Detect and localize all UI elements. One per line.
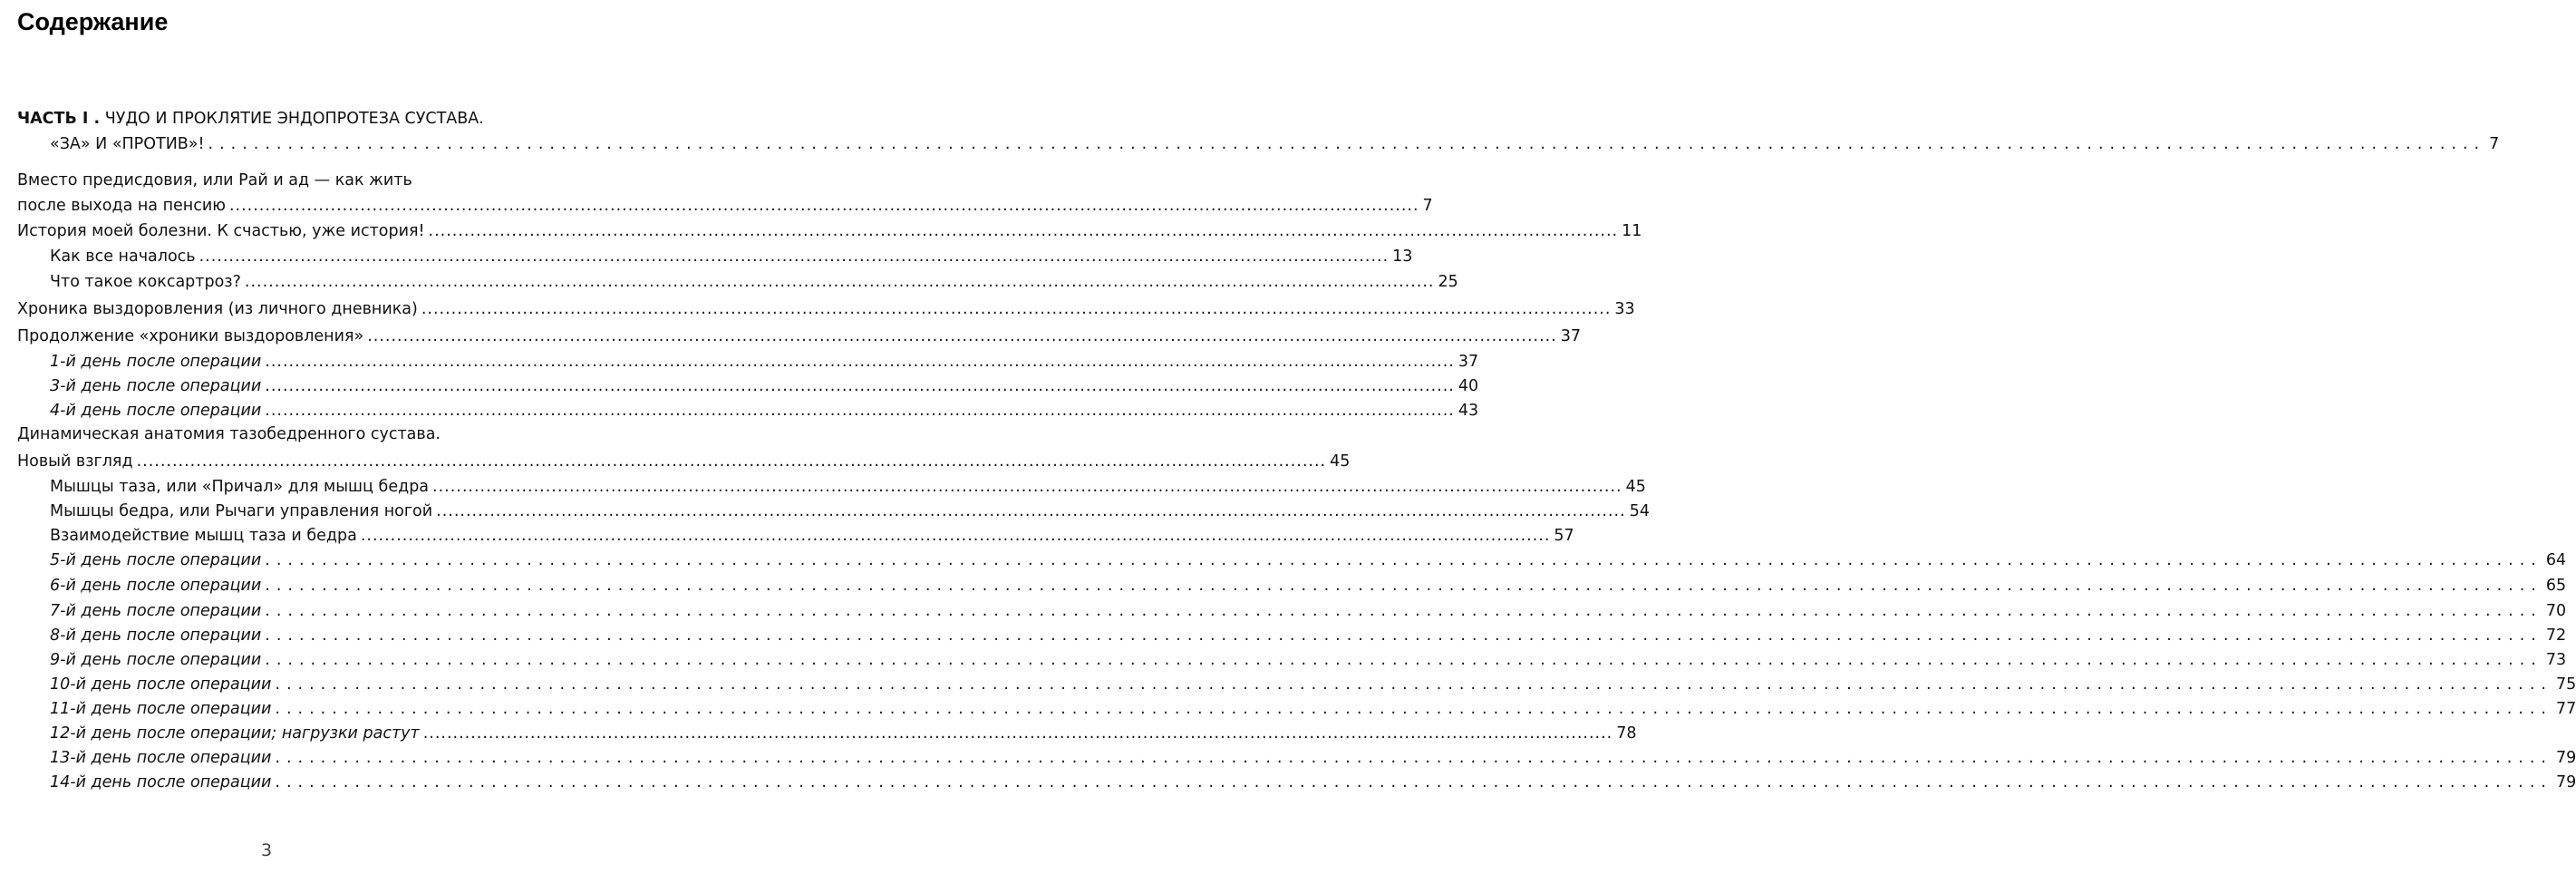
toc-entry xyxy=(50,350,1479,374)
toc-entry-text: Продолжение «хроники выздоровления» xyxy=(17,327,364,345)
toc-entry-text: Динамическая анатомия тазобедренного сустава. xyxy=(17,425,441,443)
toc-entry xyxy=(17,422,524,447)
toc-page-number: 57 xyxy=(1554,527,1574,545)
toc-entry xyxy=(50,746,2576,771)
toc-entry-text: ЧУДО И ПРОКЛЯТИЕ ЭНДОПРОТЕЗА СУСТАВА. xyxy=(100,110,484,128)
toc-entry xyxy=(17,169,524,193)
toc-entry xyxy=(50,624,2567,648)
toc-entry xyxy=(50,722,1637,746)
toc-leader-dots: ........................................................................................................................................................................................................ xyxy=(421,300,1612,318)
toc-page-number: 79 xyxy=(2555,749,2576,767)
toc-entry xyxy=(17,297,1635,322)
toc-page-number: 25 xyxy=(1438,273,1458,291)
toc-entry-text: после выхода на пенсию xyxy=(17,197,226,215)
toc-entry xyxy=(50,549,2567,573)
toc-entry-text: 4-й день после операции xyxy=(50,402,262,420)
toc-entry-text: 5-й день после операции xyxy=(50,551,262,569)
toc-leader-dots: ........................................................................................................................................................................................................ xyxy=(360,527,1551,545)
toc-page-number: 70 xyxy=(2545,602,2567,620)
toc-entry-text: Мышцы бедра, или Рычаги управления ногой xyxy=(50,502,433,520)
toc-page-number: 75 xyxy=(2555,675,2576,694)
toc-leader-dots: ........................................................................................................................................................................................................ xyxy=(228,197,1419,215)
toc-leader-dots: ........................................................................................................................................................................................................ xyxy=(265,551,2542,569)
toc-entry-text: 3-й день после операции xyxy=(50,377,262,395)
toc-leader-dots: ........................................................................................................................................................................................................ xyxy=(436,502,1626,520)
toc-entry xyxy=(17,325,1582,349)
toc-leader-dots: ........................................................................................................................................................................................................ xyxy=(208,135,2486,153)
toc-part-heading xyxy=(17,107,524,131)
toc-entry-text: Как все началось xyxy=(50,248,196,266)
toc-page-number: 45 xyxy=(1625,478,1646,496)
toc-leader-dots: ........................................................................................................................................................................................................ xyxy=(275,700,2552,718)
toc-page-number: 40 xyxy=(1457,377,1479,395)
toc-page-number: 37 xyxy=(1457,353,1479,371)
toc-entry-text: 6-й день после операции xyxy=(50,577,262,595)
toc-leader-dots: ........................................................................................................................................................................................................ xyxy=(265,626,2542,645)
toc-entry-text: 7-й день после операции xyxy=(50,602,262,620)
toc-entry xyxy=(50,374,1479,399)
toc-entry xyxy=(50,599,2567,624)
toc-entry-text: 10-й день после операции xyxy=(50,675,272,694)
toc-entry-text: Хроника выздоровления (из личного дневника) xyxy=(17,300,418,318)
toc-page-number: 43 xyxy=(1457,402,1479,420)
toc-entry xyxy=(17,194,1433,218)
toc-entry xyxy=(50,648,2567,673)
toc-leader-dots: ........................................................................................................................................................................................................ xyxy=(265,602,2542,620)
toc-page-number: 45 xyxy=(1330,452,1351,471)
toc-leader-dots: ........................................................................................................................................................................................................ xyxy=(265,651,2542,669)
toc-entry-text: 9-й день после операции xyxy=(50,651,262,669)
toc-entry xyxy=(50,399,1479,423)
toc-entry-text: 1-й день после операции xyxy=(50,353,262,371)
toc-entry xyxy=(50,132,2500,157)
toc-entry xyxy=(50,697,2576,722)
toc-entry xyxy=(50,475,1646,500)
page-number: 3 xyxy=(260,840,273,860)
toc-part-label: ЧАСТЬ I . xyxy=(17,110,101,128)
toc-page-number: 33 xyxy=(1614,300,1635,318)
toc-leader-dots: ........................................................................................................................................................................................................ xyxy=(265,402,1455,420)
toc-page-number: 7 xyxy=(2489,135,2500,153)
toc-entry-text: Мышцы таза, или «Причал» для мышц бедра xyxy=(50,478,430,496)
toc-entry-text: «ЗА» И «ПРОТИВ»! xyxy=(50,135,205,153)
toc-entry-text: Что такое коксартроз? xyxy=(50,273,241,291)
toc-entry xyxy=(50,771,2576,795)
toc-entry-text: 13-й день после операции xyxy=(50,749,272,767)
toc-entry xyxy=(17,450,1351,474)
toc-leader-dots: ........................................................................................................................................................................................................ xyxy=(265,377,1455,395)
toc-entry-text: Новый взгляд xyxy=(17,452,133,471)
toc-page-number: 79 xyxy=(2555,773,2576,791)
toc-entry xyxy=(50,673,2576,697)
toc-page-number: 65 xyxy=(2545,577,2567,595)
toc-leader-dots: ........................................................................................................................................................................................................ xyxy=(428,222,1619,240)
toc-page-number: 7 xyxy=(1422,197,1433,215)
toc-page-number: 64 xyxy=(2545,551,2567,569)
toc-leader-dots: ........................................................................................................................................................................................................ xyxy=(275,773,2552,791)
toc-entry-text: Взаимодействие мышц таза и бедра xyxy=(50,527,357,545)
toc-page-number: 13 xyxy=(1392,248,1413,266)
toc-entry-text: 12-й день после операции; нагрузки растут xyxy=(50,724,420,743)
toc-entry-text: 11-й день после операции xyxy=(50,700,272,718)
toc-page-number: 77 xyxy=(2555,700,2576,718)
toc-page-number: 37 xyxy=(1560,327,1582,345)
toc-leader-dots: ........................................................................................................................................................................................................ xyxy=(367,327,1557,345)
toc-leader-dots: ........................................................................................................................................................................................................ xyxy=(275,675,2552,694)
toc-page-number: 73 xyxy=(2545,651,2567,669)
toc-entry xyxy=(50,270,1458,295)
toc-leader-dots: ........................................................................................................................................................................................................ xyxy=(244,273,1435,291)
toc-leader-dots: ........................................................................................................................................................................................................ xyxy=(265,577,2542,595)
toc-leader-dots: ........................................................................................................................................................................................................ xyxy=(275,749,2552,767)
toc-page-number: 54 xyxy=(1629,502,1650,520)
toc-entry xyxy=(50,500,1650,524)
toc-leader-dots: ........................................................................................................................................................................................................ xyxy=(136,452,1327,471)
toc-page-number: 11 xyxy=(1622,222,1642,240)
toc-entry xyxy=(50,524,1574,549)
toc-entry xyxy=(17,219,1642,244)
toc-entry-text: 14-й день после операции xyxy=(50,773,272,791)
toc-leader-dots: ........................................................................................................................................................................................................ xyxy=(422,724,1613,743)
page-title: Содержание xyxy=(17,8,169,35)
toc-entry-text: 8-й день после операции xyxy=(50,626,262,645)
toc-entry xyxy=(50,574,2567,598)
toc-leader-dots: ........................................................................................................................................................................................................ xyxy=(199,248,1390,266)
toc-leader-dots: ........................................................................................................................................................................................................ xyxy=(432,478,1622,496)
toc-entry-text: История моей болезни. К счастью, уже история! xyxy=(17,222,425,240)
toc-page-number: 78 xyxy=(1616,724,1637,743)
toc-entry-text: Вместо предисдовия, или Рай и ад — как жить xyxy=(17,171,412,189)
toc-leader-dots: ........................................................................................................................................................................................................ xyxy=(265,353,1455,371)
toc-entry xyxy=(50,245,1413,269)
toc-page-number: 72 xyxy=(2545,626,2567,645)
